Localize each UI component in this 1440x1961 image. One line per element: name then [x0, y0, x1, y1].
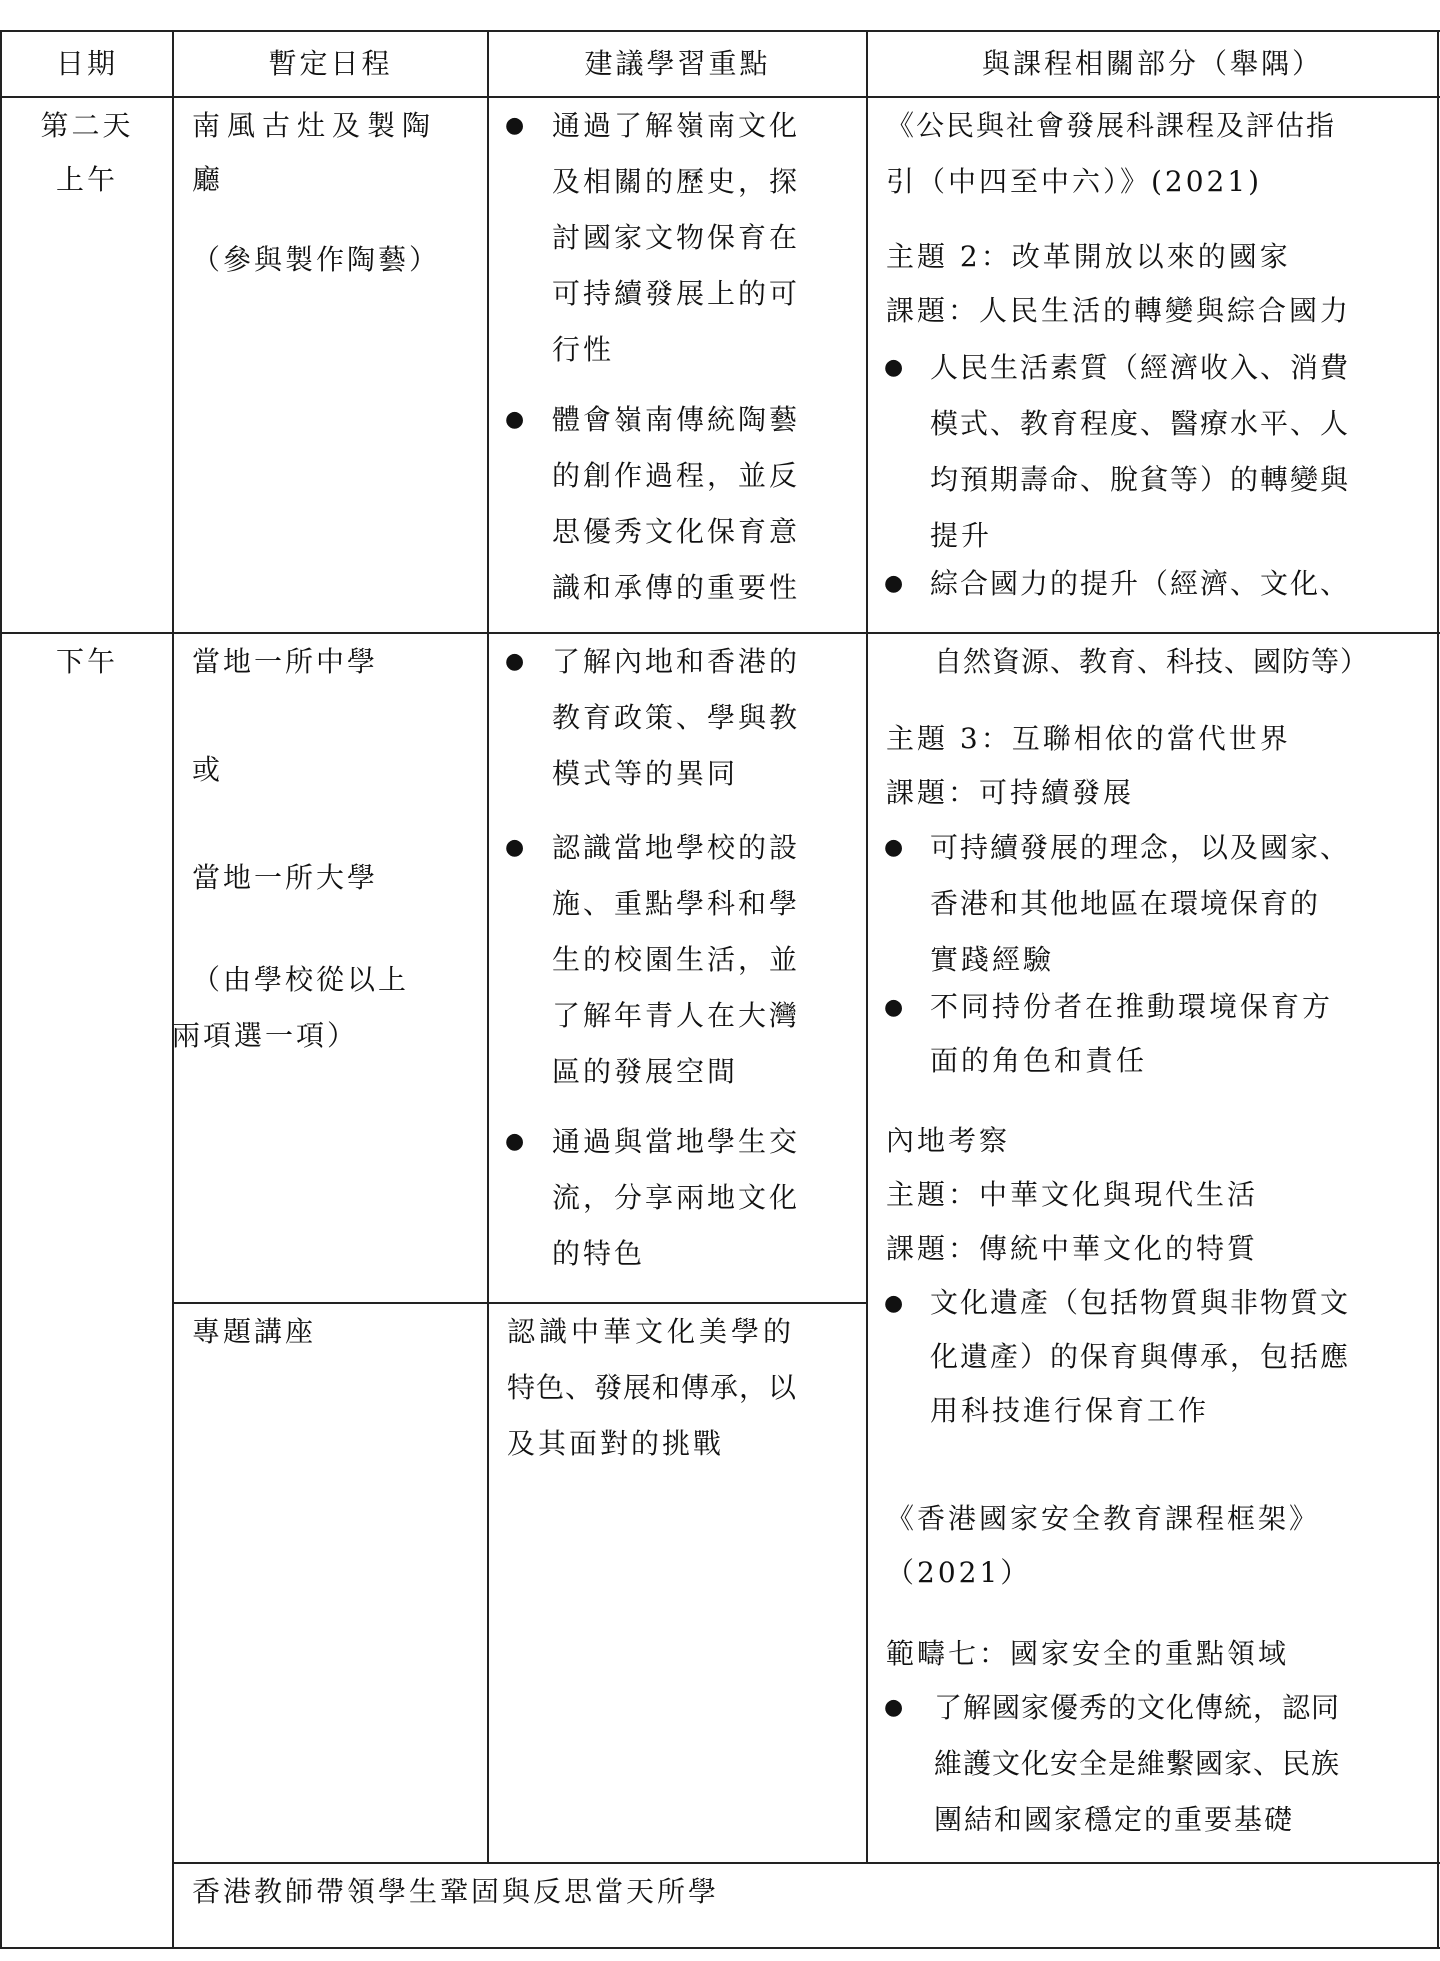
curriculum-line: 課題：人民生活的轉變與綜合國力 — [886, 294, 1352, 327]
schedule-lecture: 專題講座 — [192, 1315, 317, 1348]
schedule-pm-note-1: （由學校從以上 — [192, 963, 410, 996]
focus-line: 施、重點學科和學 — [552, 887, 801, 920]
curriculum-line: 模式、教育程度、醫療水平、人 — [930, 407, 1351, 440]
curriculum-line: 主題：中華文化與現代生活 — [886, 1178, 1259, 1211]
focus-line: 認識中華文化美學的 — [507, 1315, 796, 1348]
header-curriculum: 與課程相關部分（舉隅） — [981, 47, 1323, 80]
curriculum-theme-3 — [886, 712, 1291, 820]
schedule-am-line-1: 南風古灶及製陶 — [192, 109, 438, 142]
date-day2: 第二天 — [40, 109, 134, 142]
curriculum-line: 文化遺產（包括物質與非物質文 — [930, 1286, 1351, 1319]
col-divider-2 — [487, 30, 489, 1864]
header-schedule: 暫定日程 — [268, 47, 393, 80]
curriculum-doc-1 — [886, 98, 1336, 210]
focus-line: 流，分享兩地文化 — [552, 1181, 801, 1214]
curriculum-line: 《香港國家安全教育課程框架》 — [886, 1502, 1321, 1535]
focus-line: 可持續發展上的可 — [552, 277, 801, 310]
curriculum-theme-2-item-2-line-2: 自然資源、教育、科技、國防等） — [934, 645, 1370, 678]
curriculum-domain-7: 範疇七：國家安全的重點領域 — [886, 1637, 1290, 1670]
curriculum-theme-3-item-1 — [930, 820, 1350, 988]
schedule-pm-or: 或 — [192, 753, 224, 786]
focus-line: 通過與當地學生交 — [552, 1125, 801, 1158]
date-pm: 下午 — [55, 645, 118, 678]
curriculum-line: 香港和其他地區在環境保育的 — [930, 887, 1321, 920]
curriculum-line: 內地考察 — [886, 1124, 1011, 1157]
table-border-top — [0, 30, 1440, 32]
schedule-am-note: （參與製作陶藝） — [192, 243, 441, 276]
focus-pm-item-2 — [552, 820, 800, 1100]
col-divider-3 — [866, 30, 868, 1864]
bullet-icon: ● — [884, 1695, 904, 1720]
curriculum-line: 維護文化安全是維繫國家、民族 — [934, 1747, 1341, 1780]
table-border-left — [0, 30, 2, 1949]
schedule-pm-university: 當地一所大學 — [192, 861, 379, 894]
focus-line: 通過了解嶺南文化 — [552, 109, 801, 142]
bullet-icon: ● — [884, 995, 904, 1020]
bullet-icon: ● — [505, 649, 525, 674]
curriculum-mainland-study — [886, 1114, 1258, 1276]
bullet-icon: ● — [505, 835, 525, 860]
focus-line: 的創作過程，並反 — [552, 459, 801, 492]
curriculum-line: 用科技進行保育工作 — [930, 1394, 1210, 1427]
focus-line: 特色、發展和傳承，以 — [507, 1371, 798, 1404]
focus-pm-item-3 — [552, 1114, 800, 1282]
schedule-pm-note-2: 兩項選一項） — [172, 1019, 359, 1052]
focus-line: 了解內地和香港的 — [552, 645, 801, 678]
curriculum-line: 主題 3：互聯相依的當代世界 — [886, 722, 1291, 755]
curriculum-line: 化遺產）的保育與傳承，包括應 — [930, 1340, 1351, 1373]
curriculum-line: 團結和國家穩定的重要基礎 — [934, 1803, 1295, 1836]
curriculum-line: 面的角色和責任 — [930, 1044, 1148, 1077]
curriculum-line: 主題 2：改革開放以來的國家 — [886, 240, 1291, 273]
focus-am-item-2 — [552, 392, 800, 616]
curriculum-line: 不同持份者在推動環境保育方 — [930, 990, 1334, 1023]
table-border-bottom — [0, 1947, 1440, 1949]
summary-text: 香港教師帶領學生鞏固與反思當天所學 — [192, 1875, 720, 1908]
col-divider-1 — [172, 30, 174, 1949]
bullet-icon: ● — [884, 355, 904, 380]
focus-line: 了解年青人在大灣 — [552, 999, 801, 1032]
curriculum-mainland-item-1 — [930, 1276, 1350, 1438]
focus-pm-item-1 — [552, 634, 800, 802]
focus-line: 體會嶺南傳統陶藝 — [552, 403, 801, 436]
curriculum-theme-2-item-1 — [930, 340, 1350, 564]
curriculum-doc-2 — [886, 1492, 1320, 1600]
curriculum-line: 了解國家優秀的文化傳統，認同 — [934, 1691, 1341, 1724]
bullet-icon: ● — [505, 113, 525, 138]
curriculum-line: 引（中四至中六）》(2021) — [886, 165, 1263, 198]
curriculum-theme-2-item-2-line-1: 綜合國力的提升（經濟、文化、 — [930, 567, 1351, 600]
curriculum-domain-7-item-1 — [934, 1680, 1340, 1848]
focus-line: 及其面對的挑戰 — [507, 1427, 725, 1460]
focus-line: 模式等的異同 — [552, 757, 739, 790]
curriculum-theme-3-item-2 — [930, 980, 1333, 1088]
curriculum-theme-2 — [886, 230, 1351, 338]
curriculum-line: 課題：可持續發展 — [886, 776, 1135, 809]
focus-lecture — [507, 1304, 797, 1472]
curriculum-line: （2021） — [886, 1556, 1032, 1589]
focus-am-item-1 — [552, 98, 800, 378]
focus-line: 討國家文物保育在 — [552, 221, 801, 254]
bullet-icon: ● — [505, 407, 525, 432]
focus-line: 認識當地學校的設 — [552, 831, 801, 864]
focus-line: 及相關的歷史，探 — [552, 165, 801, 198]
focus-line: 思優秀文化保育意 — [552, 515, 801, 548]
focus-line: 教育政策、學與教 — [552, 701, 801, 734]
date-am: 上午 — [55, 163, 118, 196]
focus-line: 區的發展空間 — [552, 1055, 739, 1088]
focus-line: 識和承傳的重要性 — [552, 571, 801, 604]
schedule-pm-secondary: 當地一所中學 — [192, 645, 379, 678]
schedule-am-line-2: 廳 — [192, 163, 224, 196]
bullet-icon: ● — [884, 835, 904, 860]
curriculum-line: 人民生活素質（經濟收入、消費 — [930, 351, 1351, 384]
focus-line: 生的校園生活，並 — [552, 943, 801, 976]
curriculum-line: 實踐經驗 — [930, 943, 1055, 976]
bullet-icon: ● — [884, 571, 904, 596]
focus-line: 行性 — [552, 333, 615, 366]
curriculum-line: 課題：傳統中華文化的特質 — [886, 1232, 1259, 1265]
curriculum-line: 《公民與社會發展科課程及評估指 — [886, 109, 1337, 142]
curriculum-line: 均預期壽命、脫貧等）的轉變與 — [930, 463, 1351, 496]
focus-line: 的特色 — [552, 1237, 646, 1270]
curriculum-line: 可持續發展的理念，以及國家、 — [930, 831, 1351, 864]
header-focus: 建議學習重點 — [584, 47, 771, 80]
header-date: 日期 — [55, 47, 118, 80]
table-border-right — [1437, 30, 1439, 1949]
curriculum-line: 提升 — [930, 519, 993, 552]
bullet-icon: ● — [884, 1291, 904, 1316]
bullet-icon: ● — [505, 1129, 525, 1154]
